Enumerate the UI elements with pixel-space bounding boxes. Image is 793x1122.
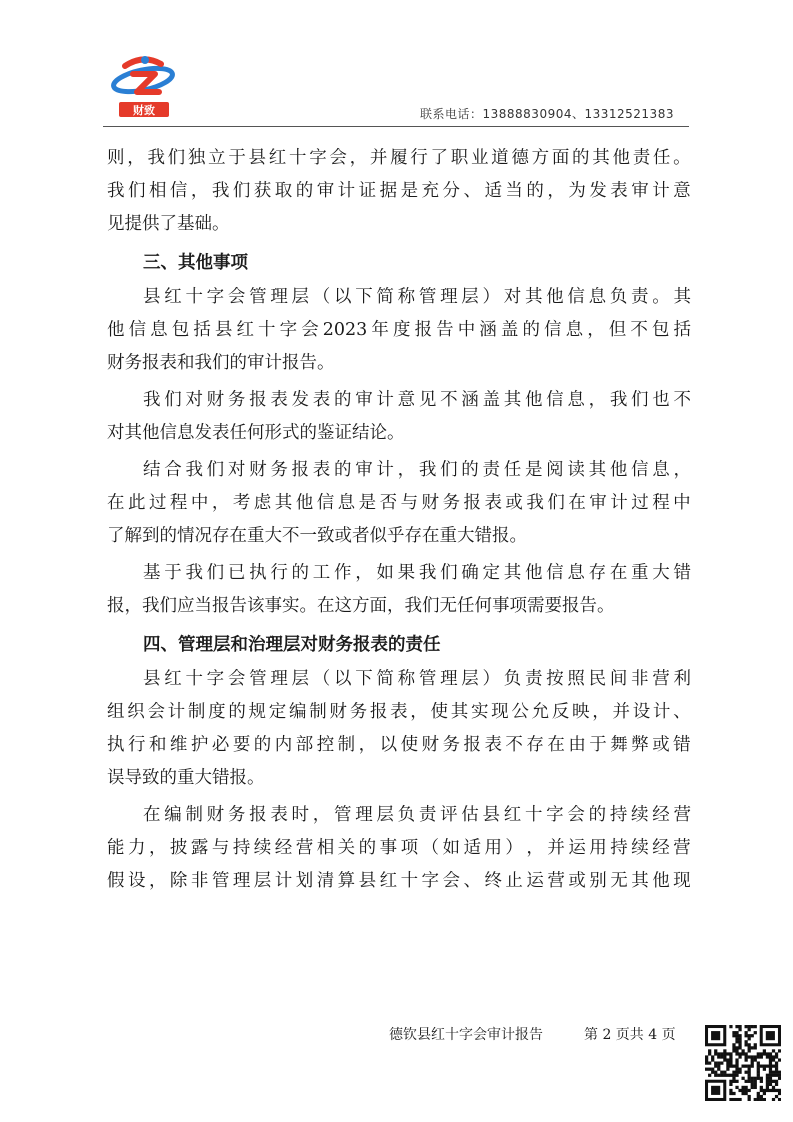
- text-line: 能 力 ， 披 露 与 持 续 经 营 相 关 的 事 项 （ 如 适 用 ） ， 并 运 用 持 续 经 营: [107, 838, 691, 858]
- footer-page-number: 第 2 页共 4 页: [584, 1027, 676, 1043]
- paragraph: [107, 663, 691, 795]
- line-text: 报，我们应当报告该事实。在这方面，我们无任何事项需要报告。: [107, 596, 615, 616]
- line-text: 见提供了基础。: [107, 214, 230, 234]
- section-heading-other-matters: 三、其他事项: [143, 253, 248, 273]
- logo-text: 财致: [133, 104, 155, 117]
- text-line: 县 红 十 字 会 管 理 层 （ 以 下 简 称 管 理 层 ） 负 责 按 照 民 间 非 营 利: [143, 669, 691, 689]
- text-line: 我 们 对 财 务 报 表 发 表 的 审 计 意 见 不 涵 盖 其 他 信 息 ， 我 们 也 不: [143, 390, 691, 410]
- text-line: 在 此 过 程 中 ， 考 虑 其 他 信 息 是 否 与 财 务 报 表 或 我 们 在 审 计 过 程 中: [107, 493, 691, 513]
- text-line: [107, 520, 691, 553]
- paragraph: [107, 557, 691, 623]
- line-text: 财务报表和我们的审计报告。: [107, 353, 335, 373]
- text-line: 执 行 和 维 护 必 要 的 内 部 控 制 ， 以 使 财 务 报 表 不 存 在 由 于 舞 弊 或 错: [107, 735, 691, 755]
- header-divider: [103, 126, 689, 127]
- paragraph: [107, 799, 691, 898]
- text-line: 结 合 我 们 对 财 务 报 表 的 审 计 ， 我 们 的 责 任 是 阅 读 其 他 信 息 ，: [143, 460, 691, 480]
- footer-report-title: 德钦县红十字会审计报告: [389, 1027, 543, 1043]
- text-line: 在 编 制 财 务 报 表 时 ， 管 理 层 负 责 评 估 县 红 十 字 会 的 持 续 经 营: [143, 805, 691, 825]
- paragraph: [107, 142, 691, 241]
- text-line: 县 红 十 字 会 管 理 层 （ 以 下 简 称 管 理 层 ） 对 其 他 信 息 负 责 。 其: [143, 287, 691, 307]
- text-line: [107, 417, 691, 450]
- document-body: [107, 142, 691, 902]
- text-line: [107, 347, 691, 380]
- section-heading-management-responsibility: 四、管理层和治理层对财务报表的责任: [143, 635, 441, 655]
- text-line: [107, 208, 691, 241]
- company-logo: [103, 52, 185, 120]
- line-text: 误导致的重大错报。: [107, 768, 265, 788]
- text-line: 假 设 ， 除 非 管 理 层 计 划 清 算 县 红 十 字 会 、 终 止 运 营 或 别 无 其 他 现: [107, 871, 691, 891]
- paragraph: [107, 281, 691, 380]
- text-line: [107, 590, 691, 623]
- text-line: 他 信 息 包 括 县 红 十 字 会 2023 年 度 报 告 中 涵 盖 的 信 息 ， 但 不 包 括: [107, 320, 691, 340]
- paragraph: [107, 384, 691, 450]
- line-text: 对其他信息发表任何形式的鉴证结论。: [107, 423, 405, 443]
- text-line: 我 们 相 信 ， 我 们 获 取 的 审 计 证 据 是 充 分 、 适 当 的 ， 为 发 表 审 计 意: [107, 181, 691, 201]
- text-line: 组 织 会 计 制 度 的 规 定 编 制 财 务 报 表 ， 使 其 实 现 公 允 反 映 ， 并 设 计 、: [107, 702, 691, 722]
- text-line: [107, 762, 691, 795]
- line-text: 了解到的情况存在重大不一致或者似乎存在重大错报。: [107, 526, 527, 546]
- qr-code-icon: [705, 1025, 781, 1101]
- text-line: 则 ， 我 们 独 立 于 县 红 十 字 会 ， 并 履 行 了 职 业 道 德 方 面 的 其 他 责 任 。: [107, 148, 691, 168]
- header-contact: 联系电话：13888830904、13312521383: [420, 107, 674, 121]
- paragraph: [107, 454, 691, 553]
- text-line: 基 于 我 们 已 执 行 的 工 作 ， 如 果 我 们 确 定 其 他 信 息 存 在 重 大 错: [143, 563, 691, 583]
